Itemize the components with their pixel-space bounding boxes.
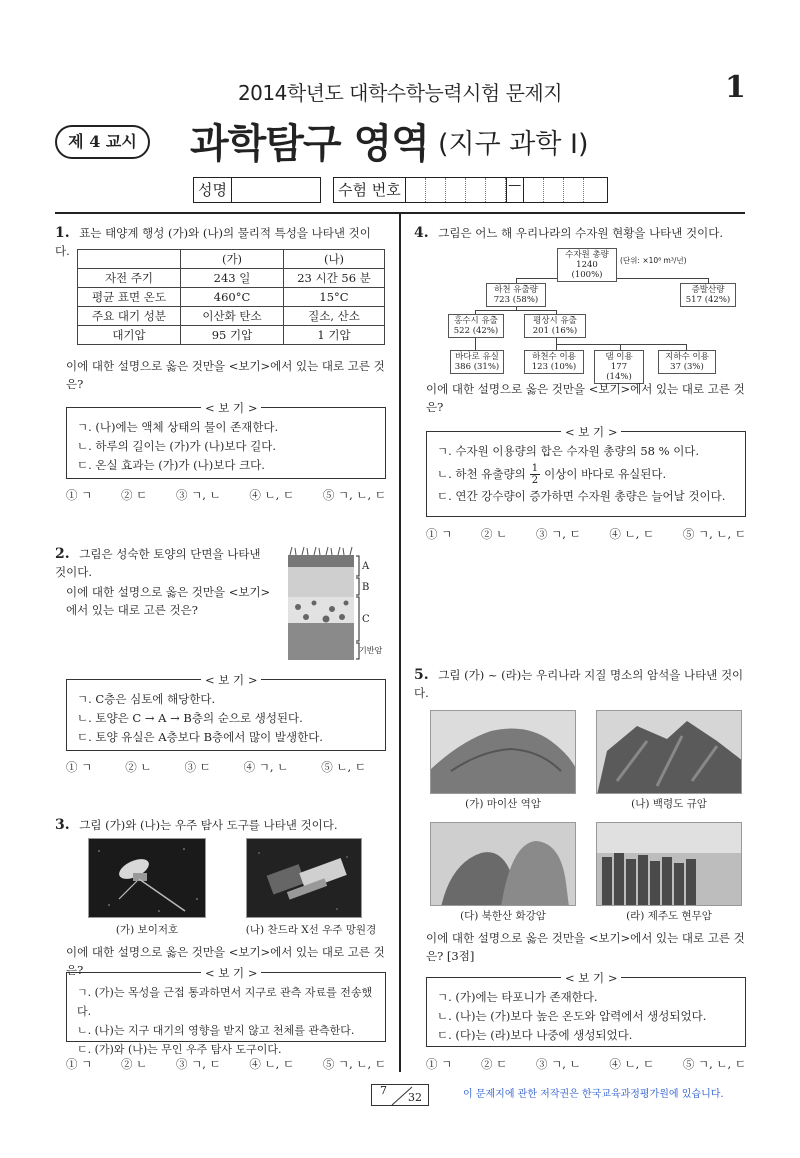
question-5 — [414, 666, 748, 702]
footer-page-current: 7 — [380, 1084, 387, 1097]
bogi-item: ㄴ. 토양은 C → A → B층의 순으로 생성된다. — [77, 711, 303, 725]
soil-profile-figure — [280, 545, 390, 663]
node-evapotranspiration — [680, 283, 736, 307]
table-header: (나) — [284, 250, 385, 269]
bogi-box — [426, 971, 746, 1047]
node-value: 201 (16%) — [532, 326, 578, 336]
caption-na: (나) 백령도 규암 — [631, 798, 707, 810]
choice-5[interactable]: ⑤ ㄱ, ㄴ, ㄷ — [322, 488, 386, 502]
question-number: 2. — [55, 546, 70, 562]
fraction-denominator: 2 — [531, 474, 539, 486]
table-cell: 95 기압 — [181, 326, 284, 345]
node-label: 홍수시 유출 — [454, 316, 498, 326]
table-cell: 평균 표면 온도 — [78, 288, 181, 307]
bogi-title: < 보 기 > — [201, 399, 261, 418]
planet-table — [77, 249, 385, 345]
bogi-item: ㄱ. (나)에는 액체 상태의 물이 존재한다. — [77, 420, 279, 434]
copyright-notice: 이 문제지에 관한 저작권은 한국교육과정평가원에 있습니다. — [463, 1089, 724, 1100]
choice-3[interactable]: ③ ㄱ, ㄷ — [176, 1057, 221, 1071]
bogi-item: ㄷ. 토양 유실은 A층보다 B층에서 많이 발생한다. — [77, 730, 323, 744]
choice-5[interactable]: ⑤ ㄱ, ㄴ, ㄷ — [682, 527, 746, 541]
question-text: 그림은 성숙한 토양의 단면을 나타낸 것이다. — [55, 547, 261, 579]
caption-b: (나) 찬드라 X선 우주 망원경 — [245, 924, 377, 936]
column-divider — [399, 212, 401, 1072]
node-label: 수자원 총량 — [565, 250, 609, 260]
table-cell: 1 기압 — [284, 326, 385, 345]
node-value: 123 (10%) — [531, 362, 577, 372]
question-prompt: 이에 대한 설명으로 옳은 것만을 <보기>에서 있는 대로 고른 것은? — [66, 945, 385, 977]
choice-4[interactable]: ④ ㄴ, ㄷ — [609, 1057, 655, 1071]
choice-2[interactable]: ② ㄴ — [481, 527, 508, 541]
choice-3[interactable]: ③ ㄷ — [184, 760, 211, 774]
bogi-item: ㄴ. (나)는 지구 대기의 영향을 받지 않고 천체를 관측한다. — [77, 1024, 355, 1037]
jeju-basalt-image — [596, 822, 742, 906]
table-cell: 460°C — [181, 288, 284, 307]
choice-2[interactable]: ② ㄷ — [481, 1057, 508, 1071]
bogi-title: < 보 기 > — [201, 671, 261, 690]
bogi-title: < 보 기 > — [561, 969, 621, 988]
question-prompt: 이에 대한 설명으로 옳은 것만을 <보기>에서 있는 대로 고른 것은? — [66, 585, 271, 617]
answer-choices — [426, 526, 746, 542]
bogi-text: ㄴ. 하천 유출량의 — [437, 466, 526, 481]
answer-choices — [426, 1056, 746, 1072]
node-groundwater-use — [658, 350, 716, 374]
choice-4[interactable]: ④ ㄴ, ㄷ — [609, 527, 655, 541]
bukhansan-granite-image — [430, 822, 576, 906]
table-cell: 주요 대기 성분 — [78, 307, 181, 326]
choice-3[interactable]: ③ ㄱ, ㄷ — [536, 527, 581, 541]
name-label: 성명 — [194, 178, 232, 202]
caption-ga: (가) 마이산 역암 — [465, 798, 541, 810]
choice-4[interactable]: ④ ㄱ, ㄴ — [243, 760, 289, 774]
node-label: 하천수 이용 — [532, 352, 576, 362]
question-prompt: 이에 대한 설명으로 옳은 것만을 <보기>에서 있는 대로 고른 것은? [3점] — [426, 931, 745, 963]
table-cell: 15°C — [284, 288, 385, 307]
node-value: 1240 (100%) — [571, 260, 603, 280]
unit-label: (단위: ×10⁸ m³/년) — [620, 256, 687, 265]
question-text: 그림은 어느 해 우리나라의 수자원 현황을 나타낸 것이다. — [438, 226, 724, 240]
choice-2[interactable]: ② ㄴ — [125, 760, 152, 774]
choice-1[interactable]: ① ㄱ — [66, 1057, 93, 1071]
bogi-item — [437, 461, 737, 487]
node-river-use — [524, 350, 584, 374]
node-value: 723 (58%) — [493, 295, 539, 305]
question-4 — [414, 224, 744, 242]
period-badge: 제 4 교시 — [55, 125, 150, 159]
soil-layer-a — [288, 555, 354, 567]
question-number: 3. — [55, 817, 70, 833]
bedrock — [288, 623, 354, 660]
node-label: 지하수 이용 — [665, 352, 709, 362]
choice-4[interactable]: ④ ㄴ, ㄷ — [249, 488, 295, 502]
choice-4[interactable]: ④ ㄴ, ㄷ — [249, 1057, 295, 1071]
question-text: 표는 태양계 행성 (가)와 (나)의 물리적 특성을 나타낸 것이다. — [55, 226, 371, 258]
table-cell: 23 시간 56 분 — [284, 269, 385, 288]
table-cell: 질소, 산소 — [284, 307, 385, 326]
bogi-item: ㄱ. (가)는 목성을 근접 통과하면서 지구로 관측 자료를 전송했다. — [77, 986, 373, 1018]
question-text: 그림 (가)와 (나)는 우주 탐사 도구를 나타낸 것이다. — [79, 818, 338, 832]
label-a: A — [362, 561, 370, 572]
choice-3[interactable]: ③ ㄱ, ㄴ — [536, 1057, 581, 1071]
table-cell: 자전 주기 — [78, 269, 181, 288]
choice-1[interactable]: ① ㄱ — [66, 760, 93, 774]
bogi-item: ㄱ. (가)에는 타포니가 존재한다. — [437, 990, 598, 1004]
node-label: 하천 유출량 — [494, 285, 538, 295]
node-total — [557, 248, 617, 282]
question-prompt: 이에 대한 설명으로 옳은 것만을 <보기>에서 있는 대로 고른 것은? — [426, 382, 745, 414]
exam-number-label: 수험 번호 — [334, 178, 406, 202]
choice-5[interactable]: ⑤ ㄱ, ㄴ, ㄷ — [322, 1057, 386, 1071]
answer-choices — [66, 487, 386, 503]
question-text: 그림 (가) ~ (라)는 우리나라 지질 명소의 암석을 나타낸 것이다. — [414, 668, 744, 700]
water-resource-diagram — [420, 246, 750, 382]
bogi-box — [66, 401, 386, 479]
bogi-title: < 보 기 > — [201, 964, 261, 983]
bogi-item: ㄷ. (다)는 (라)보다 나중에 생성되었다. — [437, 1028, 633, 1042]
subject-title: 과학탐구 영역 — [190, 121, 429, 167]
bogi-box — [66, 673, 386, 751]
question-number: 1. — [55, 225, 70, 241]
bogi-text: 이상이 바다로 유실된다. — [544, 466, 667, 481]
answer-choices — [66, 759, 366, 775]
bogi-box — [66, 966, 386, 1056]
node-value: 177 (14%) — [606, 362, 632, 382]
choice-5[interactable]: ⑤ ㄱ, ㄴ, ㄷ — [682, 1057, 746, 1071]
node-label: 댐 이용 — [605, 352, 633, 362]
table-header: (가) — [181, 250, 284, 269]
question-prompt: 이에 대한 설명으로 옳은 것만을 <보기>에서 있는 대로 고른 것은? — [66, 359, 385, 391]
answer-choices — [66, 1056, 386, 1072]
bogi-item: ㄷ. 연간 강수량이 증가하면 수자원 총량은 늘어날 것이다. — [437, 489, 726, 503]
bogi-item: ㄴ. 하루의 길이는 (가)가 (나)보다 길다. — [77, 439, 277, 453]
choice-1[interactable]: ① ㄱ — [66, 488, 93, 502]
bogi-item: ㄱ. 수자원 이용량의 합은 수자원 총량의 58 % 이다. — [437, 444, 700, 458]
maisan-conglomerate-image — [430, 710, 576, 794]
bogi-item: ㄴ. (나)는 (가)보다 높은 온도와 압력에서 생성되었다. — [437, 1009, 707, 1023]
table-cell: 243 일 — [181, 269, 284, 288]
footer-page-total: 32 — [408, 1091, 422, 1104]
node-label: 바다로 유실 — [455, 352, 499, 362]
choice-2[interactable]: ② ㄷ — [121, 488, 148, 502]
node-label: 증발산량 — [691, 285, 725, 295]
bogi-item: ㄱ. C층은 심토에 해당한다. — [77, 692, 216, 706]
node-label: 평상시 유출 — [533, 316, 577, 326]
name-field[interactable] — [193, 177, 321, 203]
subject-subtitle: (지구 과학 Ⅰ) — [438, 129, 589, 160]
question-number: 4. — [414, 225, 429, 241]
bogi-item: ㄷ. (가)와 (나)는 무인 우주 탐사 도구이다. — [77, 1043, 282, 1056]
table-cell: 대기압 — [78, 326, 181, 345]
bogi-item: ㄷ. 온실 효과는 (가)가 (나)보다 크다. — [77, 458, 265, 472]
label-b: B — [362, 582, 370, 593]
voyager-image — [88, 838, 206, 918]
chandra-image — [246, 838, 362, 918]
node-value: 517 (42%) — [685, 295, 731, 305]
table-header — [78, 250, 181, 269]
choice-2[interactable]: ② ㄴ — [121, 1057, 148, 1071]
node-value: 522 (42%) — [453, 326, 499, 336]
node-dam-use — [594, 350, 644, 384]
baengnyeongdo-quartzite-image — [596, 710, 742, 794]
label-bedrock: 기반암 — [359, 646, 383, 655]
choice-5[interactable]: ⑤ ㄴ, ㄷ — [321, 760, 366, 774]
table-cell: 이산화 탄소 — [181, 307, 284, 326]
caption-ra: (라) 제주도 현무암 — [626, 910, 712, 922]
node-runoff — [486, 283, 546, 307]
page-number: 1 — [725, 70, 746, 105]
choice-1[interactable]: ① ㄱ — [426, 1057, 453, 1071]
question-number: 5. — [414, 667, 429, 683]
node-value: 37 (3%) — [670, 362, 704, 372]
node-sea-loss — [450, 350, 504, 374]
node-value: 386 (31%) — [454, 362, 500, 372]
exam-number-separator: — — [506, 178, 524, 202]
choice-1[interactable]: ① ㄱ — [426, 527, 453, 541]
exam-title: 2014학년도 대학수학능력시험 문제지 — [237, 81, 563, 105]
label-c: C — [362, 614, 370, 625]
bogi-box — [426, 425, 746, 517]
fraction — [530, 463, 540, 486]
question-3 — [55, 816, 385, 834]
fraction-numerator: 1 — [531, 462, 539, 474]
exam-number-field[interactable] — [333, 177, 608, 203]
node-flood-runoff — [448, 314, 504, 338]
caption-a: (가) 보이저호 — [115, 924, 179, 936]
node-normal-runoff — [524, 314, 586, 338]
footer-page-indicator — [371, 1084, 429, 1106]
bogi-title: < 보 기 > — [561, 423, 621, 442]
caption-da: (다) 북한산 화강암 — [460, 910, 546, 922]
question-2 — [55, 545, 270, 581]
choice-3[interactable]: ③ ㄱ, ㄴ — [176, 488, 221, 502]
